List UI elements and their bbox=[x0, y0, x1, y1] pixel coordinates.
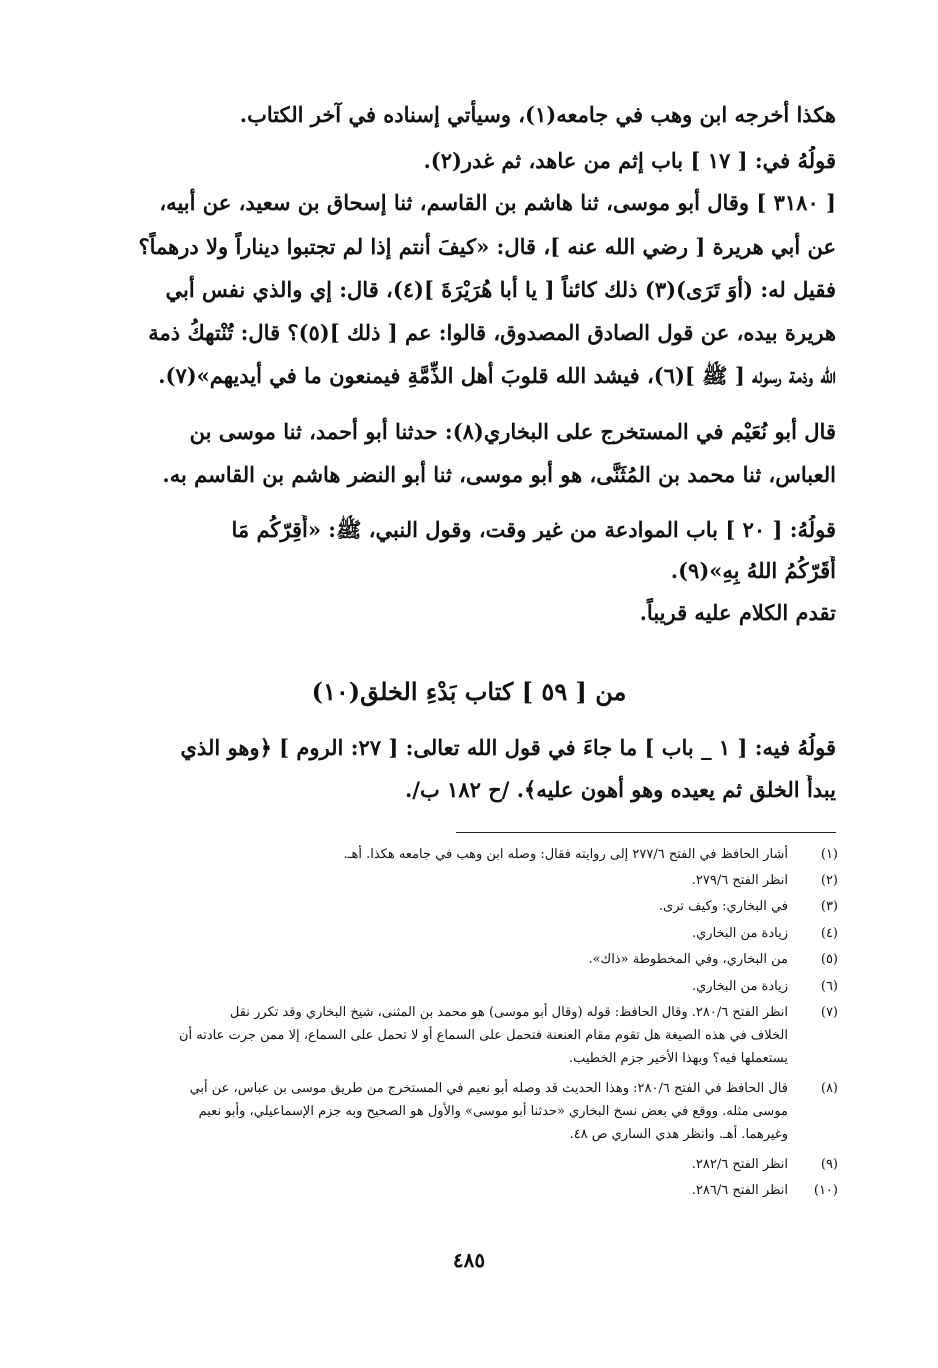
body-line: قولُهُ فيه: [ ١ _ باب ] ما جاءَ في قول الله تعالى: [ ٢٧: الروم ] ﴿وهو الذي bbox=[180, 735, 836, 760]
chapter-heading: من [ ٥٩ ] كتاب بَدْءِ الخلق(١٠) bbox=[311, 677, 627, 706]
footnote-text: في البخاري: وكيف ترى. bbox=[658, 899, 788, 914]
footnote-text: يستعملها فيه؟ وبهذا الأخير جزم الخطيب. bbox=[568, 1051, 788, 1066]
body-line: هكذا أخرجه ابن وهب في جامعه(١)، وسيأتي إسناده في آخر الكتاب. bbox=[239, 102, 836, 127]
footnote-text: قال الحافظ في الفتح ٢٨٠/٦: وهذا الحديث قد وصله أبو نعيم في المستخرج من طريق موسى بن عباس، عن أبي bbox=[189, 1081, 788, 1096]
footnote-number: (١) bbox=[820, 847, 838, 862]
footnote-separator bbox=[456, 832, 836, 833]
body-line: قال أبو نُعَيْم في المستخرج على البخاري(٨): حدثنا أبو أحمد، ثنا موسى بن bbox=[189, 419, 836, 444]
footnote-text: زيادة من البخاري. bbox=[691, 926, 788, 941]
footnote-number: (٩) bbox=[820, 1157, 838, 1172]
footnote-text: أشار الحافظ في الفتح ٢٧٧/٦ إلى روايته فقال: وصله ابن وهب في جامعه هكذا. أهـ. bbox=[343, 847, 788, 862]
footnote-number: (٥) bbox=[820, 952, 838, 967]
body-line: تقدم الكلام عليه قريباً. bbox=[639, 600, 836, 625]
body-line: يبدأُ الخلق ثم يعيده وهو أهون عليه﴾. /ح ١٨٢ ب/. bbox=[404, 777, 836, 802]
footnote-number: (٦) bbox=[820, 979, 838, 994]
body-line: عن أبي هريرة [ رضي الله عنه ]، قال: «كيفَ أنتم إذا لم تجتبوا ديناراً ولا درهماً؟ bbox=[138, 234, 836, 259]
body-line: الله وذمة رسوله [ ﷺ ](٦)، فيشد الله قلوبَ أهل الذِّمَّةِ فيمنعون ما في أيديهم»(٧). bbox=[158, 363, 836, 388]
footnote-number: (٣) bbox=[820, 899, 838, 914]
page-number: ٤٨٥ bbox=[452, 1248, 486, 1272]
footnote-text: انظر الفتح ٢٨٦/٦. bbox=[691, 1183, 788, 1198]
body-line: العباس، ثنا محمد بن المُثَنَّى، هو أبو موسى، ثنا أبو النضر هاشم بن القاسم به. bbox=[162, 462, 836, 487]
footnote-text: وغيرهما. أهـ. وانظر هدي الساري ص ٤٨. bbox=[569, 1127, 788, 1142]
body-line: فقيل له: (أوَ تَرَى)(٣) ذلك كائناً [ يا أبا هُرَيْرَةَ ](٤)، قال: إي والذي نفس أبي bbox=[165, 277, 836, 302]
footnote-number: (١٠) bbox=[813, 1183, 838, 1198]
footnote-text: انظر الفتح ٢٧٩/٦. bbox=[691, 873, 788, 888]
footnote-text: الخلاف في هذه الصيغة هل تقوم مقام العنعنة فتحمل على السماع أو لا تحمل على السماع، إلا ممن جرت عادته أن bbox=[179, 1028, 788, 1043]
footnote-number: (٤) bbox=[820, 926, 838, 941]
footnote-number: (٨) bbox=[820, 1081, 838, 1096]
footnote-text: موسى مثله. ووقع في بعض نسخ البخاري «حدثنا أبو موسى» والأول هو الصحيح وبه جزم الإسماعيلي، وأبو نعيم bbox=[198, 1104, 788, 1119]
footnote-text: زيادة من البخاري. bbox=[691, 979, 788, 994]
body-line: أَقَرّكُمُ اللهُ بِهِ»(٩). bbox=[670, 558, 836, 583]
body-line: قولُهُ في: [ ١٧ ] باب إثم من عاهد، ثم غدر(٢). bbox=[423, 148, 836, 173]
footnote-text: انظر الفتح ٢٨٠/٦. وقال الحافظ: قوله (وقال أبو موسى) هو محمد بن المثنى، شيخ البخاري وقد تكرر نقل bbox=[229, 1005, 788, 1020]
footnote-text: انظر الفتح ٢٨٢/٦. bbox=[691, 1157, 788, 1172]
footnote-number: (٧) bbox=[820, 1005, 838, 1020]
footnote-text: من البخاري، وفي المخطوطة «ذاك». bbox=[588, 952, 788, 967]
body-line: [ ٣١٨٠ ] وقال أبو موسى، ثنا هاشم بن القاسم، ثنا إسحاق بن سعيد، عن أبيه، bbox=[159, 190, 836, 215]
footnote-number: (٢) bbox=[820, 873, 838, 888]
body-line: قولُهُ: [ ٢٠ ] باب الموادعة من غير وقت، وقول النبي، ﷺ: «أُقِرّكُم مَا bbox=[231, 517, 836, 542]
body-line: هريرة بيده، عن قول الصادق المصدوق، قالوا: عم [ ذلك ](٥)؟ قال: تُنْتهكُ ذمة bbox=[148, 320, 836, 345]
